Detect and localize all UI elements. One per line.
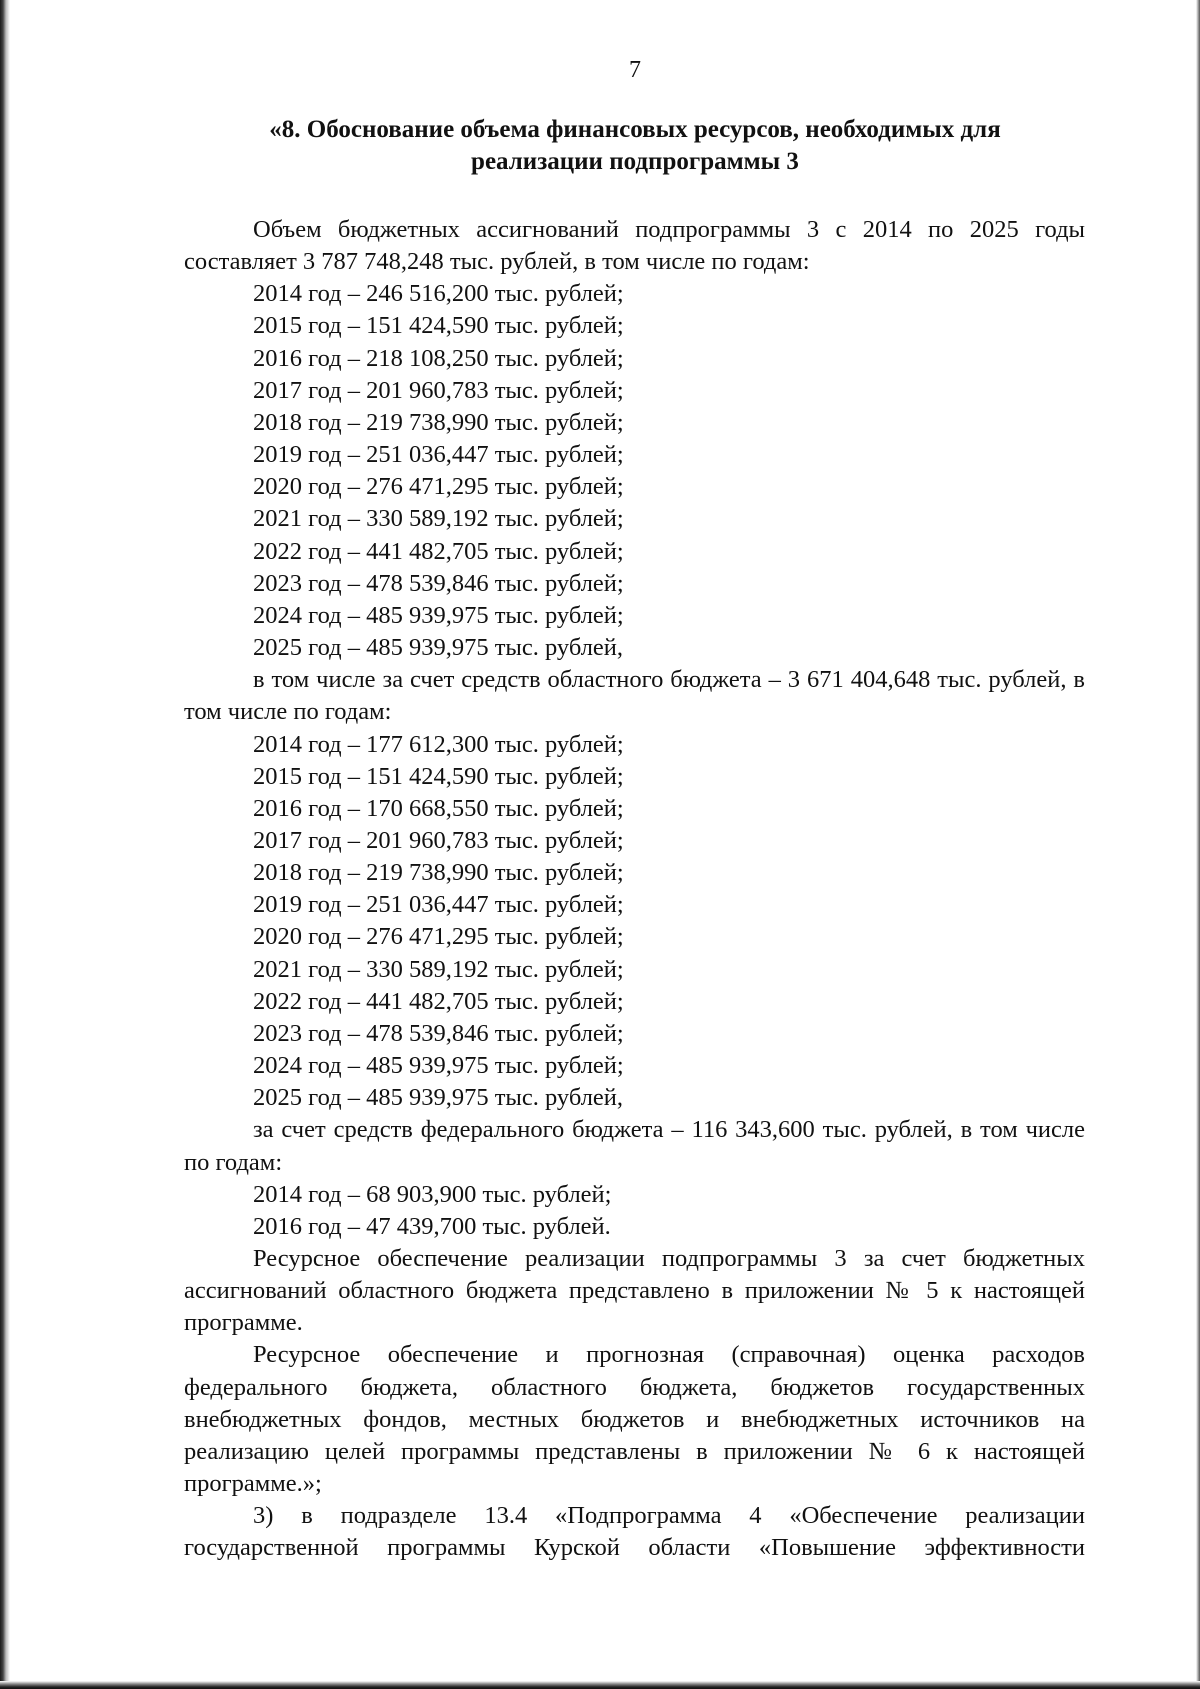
list-item: 2020 год – 276 471,295 тыс. рублей;	[253, 923, 624, 951]
list-item: 2018 год – 219 738,990 тыс. рублей;	[253, 859, 624, 887]
page-number: 7	[629, 57, 641, 83]
list-item: 2025 год – 485 939,975 тыс. рублей,	[253, 1084, 624, 1112]
heading-line-2: реализации подпрограммы 3	[471, 148, 799, 175]
list-item: 2016 год – 170 668,550 тыс. рублей;	[253, 794, 624, 822]
regional-by-year-list	[184, 729, 1085, 1115]
list-item: 2020 год – 276 471,295 тыс. рублей;	[253, 473, 624, 501]
list-item: 2024 год – 485 939,975 тыс. рублей;	[253, 1052, 624, 1080]
list-item: 2024 год – 485 939,975 тыс. рублей;	[253, 601, 624, 629]
federal-intro-paragraph: за счет средств федерального бюджета – 116 343,600 тыс. рублей, в том числе по годам:	[184, 1116, 1085, 1176]
list-item: 2017 год – 201 960,783 тыс. рублей;	[253, 376, 624, 404]
total-intro-paragraph: Объем бюджетных ассигнований подпрограммы 3 с 2014 по 2025 годы составляет 3 787 748,248 тыс. рублей, в том числе по годам:	[184, 216, 1085, 276]
list-item: 2023 год – 478 539,846 тыс. рублей;	[253, 569, 624, 597]
list-item: 2022 год – 441 482,705 тыс. рублей;	[253, 987, 624, 1015]
federal-by-year-list	[184, 1179, 1085, 1243]
total-by-year-list	[184, 278, 1085, 664]
list-item: 2017 год – 201 960,783 тыс. рублей;	[253, 826, 624, 854]
scan-edge-bottom	[0, 1681, 1200, 1689]
list-item: 2015 год – 151 424,590 тыс. рублей;	[253, 762, 624, 790]
list-item: 2018 год – 219 738,990 тыс. рублей;	[253, 408, 624, 436]
resources-paragraph: Ресурсное обеспечение реализации подпрограммы 3 за счет бюджетных ассигнований областного бюджета представлено в приложении № 5 к настоящей программе.	[184, 1245, 1085, 1337]
list-item: 2022 год – 441 482,705 тыс. рублей;	[253, 537, 624, 565]
list-item: 2021 год – 330 589,192 тыс. рублей;	[253, 955, 624, 983]
list-item: 2019 год – 251 036,447 тыс. рублей;	[253, 441, 624, 469]
section-heading	[185, 114, 1085, 178]
heading-line-1: «8. Обоснование объема финансовых ресурсов, необходимых для	[269, 116, 1001, 143]
list-item: 2014 год – 177 612,300 тыс. рублей;	[253, 730, 624, 758]
list-item: 2015 год – 151 424,590 тыс. рублей;	[253, 312, 624, 340]
scan-edge-right	[1196, 0, 1200, 1689]
document-body	[184, 214, 1085, 1565]
list-item: 2023 год – 478 539,846 тыс. рублей;	[253, 1019, 624, 1047]
list-item: 2019 год – 251 036,447 тыс. рублей;	[253, 891, 624, 919]
list-item: 2025 год – 485 939,975 тыс. рублей,	[253, 634, 624, 662]
list-item: 2021 год – 330 589,192 тыс. рублей;	[253, 505, 624, 533]
forecast-paragraph: Ресурсное обеспечение и прогнозная (справочная) оценка расходов федерального бюджета, областного бюджета, бюджетов государственных внебюджетных фондов, местных бюджетов и внебюджетных источников на реализацию целей программы представлены в приложении № 6 к настоящей программе.»;	[184, 1341, 1085, 1498]
list-item: 2016 год – 218 108,250 тыс. рублей;	[253, 344, 624, 372]
subsection-paragraph: 3) в подразделе 13.4 «Подпрограмма 4 «Обеспечение реализации государственной программы Курской области «Повышение эффективности	[184, 1502, 1085, 1562]
scan-edge-left	[0, 0, 10, 1689]
regional-intro-paragraph: в том числе за счет средств областного бюджета – 3 671 404,648 тыс. рублей, в том числе по годам:	[184, 666, 1085, 726]
list-item: 2016 год – 47 439,700 тыс. рублей.	[253, 1212, 611, 1240]
list-item: 2014 год – 68 903,900 тыс. рублей;	[253, 1180, 612, 1208]
list-item: 2014 год – 246 516,200 тыс. рублей;	[253, 280, 624, 308]
